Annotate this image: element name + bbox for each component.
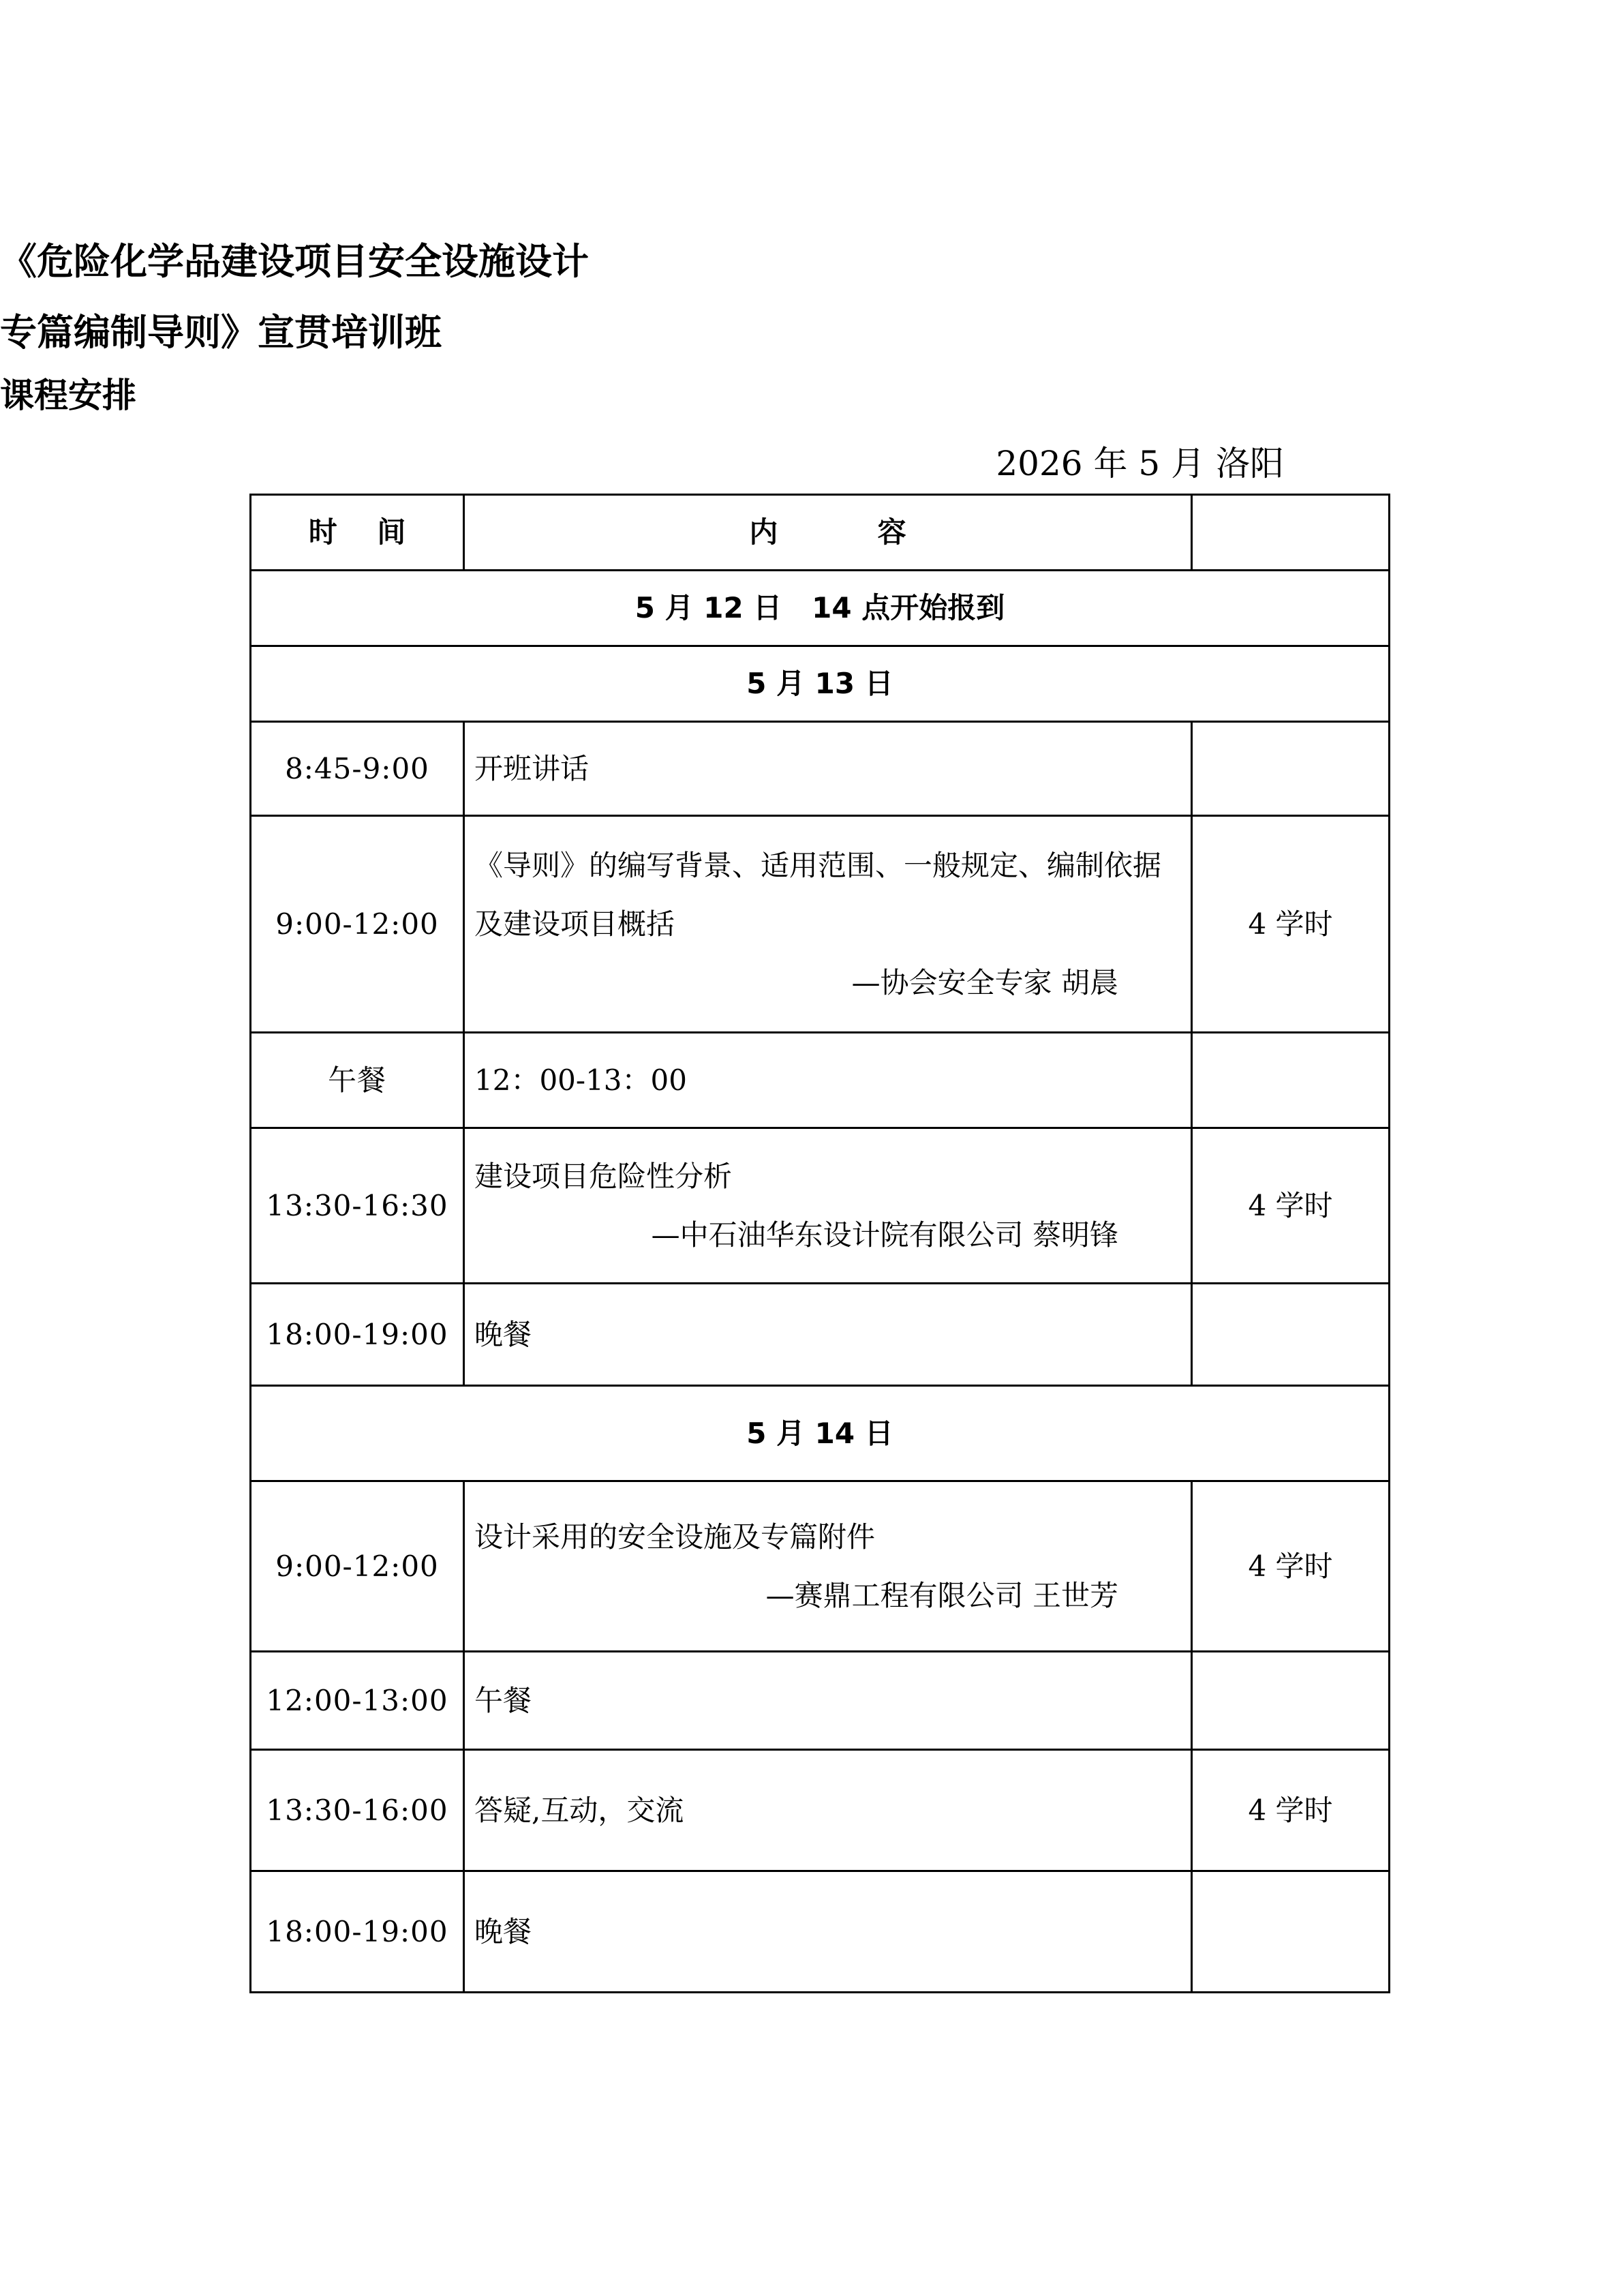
session-row (251, 816, 1390, 1033)
session-hours (1192, 722, 1390, 816)
session-row (251, 1128, 1390, 1284)
session-time: 午餐 (251, 1033, 464, 1128)
session-time: 18:00-19:00 (251, 1871, 464, 1993)
session-topic: 设计采用的安全设施及专篇附件 (474, 1520, 876, 1554)
session-hours: 4 学时 (1192, 816, 1390, 1033)
session-row (251, 722, 1390, 816)
session-topic: 开班讲话 (474, 751, 590, 785)
session-content (464, 1128, 1192, 1284)
day-label: 5 月 14 日 (251, 1386, 1390, 1481)
session-time: 9:00-12:00 (251, 1481, 464, 1652)
session-hours: 4 学时 (1192, 1750, 1390, 1871)
session-topic: 晚餐 (474, 1914, 532, 1948)
session-time: 8:45-9:00 (251, 722, 464, 816)
day-label: 5 月 13 日 (251, 646, 1390, 722)
header-row (251, 495, 1390, 571)
session-row (251, 1033, 1390, 1128)
session-content-inner (465, 1781, 1191, 1840)
session-content-inner (465, 836, 1191, 1012)
title-line-3: 课程安排 (0, 376, 136, 415)
session-row (251, 1284, 1390, 1386)
session-content-inner (465, 1672, 1191, 1730)
session-time: 13:30-16:00 (251, 1750, 464, 1871)
session-content (464, 1652, 1192, 1750)
schedule-body (251, 495, 1390, 1993)
session-content (464, 1871, 1192, 1993)
session-row (251, 1750, 1390, 1871)
date-place: 2026 年 5 月 洛阳 (996, 444, 1284, 483)
session-content-inner (465, 1903, 1191, 1961)
session-content (464, 722, 1192, 816)
header-hours (1192, 495, 1390, 571)
session-content-inner (465, 740, 1191, 798)
session-hours (1192, 1652, 1390, 1750)
day-row (251, 571, 1390, 646)
day-label: 5 月 12 日 14 点开始报到 (251, 571, 1390, 646)
session-row (251, 1481, 1390, 1652)
title-line-1: 《危险化学品建设项目安全设施设计 (0, 240, 589, 283)
session-topic: 12：00-13：00 (474, 1063, 687, 1097)
session-content-inner (465, 1305, 1191, 1364)
session-hours: 4 学时 (1192, 1481, 1390, 1652)
day-row (251, 1386, 1390, 1481)
title-line-2: 专篇编制导则》宣贯培训班 (0, 311, 442, 354)
session-speaker: —中石油华东设计院有限公司 蔡明锋 (651, 1218, 1118, 1252)
session-row (251, 1871, 1390, 1993)
session-hours (1192, 1033, 1390, 1128)
session-content-inner (465, 1508, 1191, 1625)
session-hours: 4 学时 (1192, 1128, 1390, 1284)
session-hours (1192, 1284, 1390, 1386)
session-time: 9:00-12:00 (251, 816, 464, 1033)
session-speaker: —赛鼎工程有限公司 王世芳 (765, 1578, 1118, 1612)
session-topic: 晚餐 (474, 1317, 532, 1351)
session-topic: 《导则》的编写背景、适用范围、一般规定、编制依据及建设项目概括 (474, 848, 1162, 941)
session-content-inner (465, 1147, 1191, 1265)
session-time: 18:00-19:00 (251, 1284, 464, 1386)
session-topic: 建设项目危险性分析 (474, 1159, 733, 1193)
session-content (464, 816, 1192, 1033)
session-topic: 午餐 (474, 1683, 532, 1717)
session-row (251, 1652, 1390, 1750)
session-time: 12:00-13:00 (251, 1652, 464, 1750)
session-topic: 答疑,互动，交流 (474, 1793, 684, 1827)
day-row (251, 646, 1390, 722)
session-content (464, 1750, 1192, 1871)
schedule-table (249, 494, 1390, 1993)
session-speaker: —协会安全专家 胡晨 (851, 965, 1118, 999)
session-content (464, 1284, 1192, 1386)
header-content: 内 容 (464, 495, 1192, 571)
session-content-inner (465, 1051, 1191, 1110)
header-time: 时 间 (251, 495, 464, 571)
session-time: 13:30-16:30 (251, 1128, 464, 1284)
session-content (464, 1481, 1192, 1652)
session-hours (1192, 1871, 1390, 1993)
session-content (464, 1033, 1192, 1128)
